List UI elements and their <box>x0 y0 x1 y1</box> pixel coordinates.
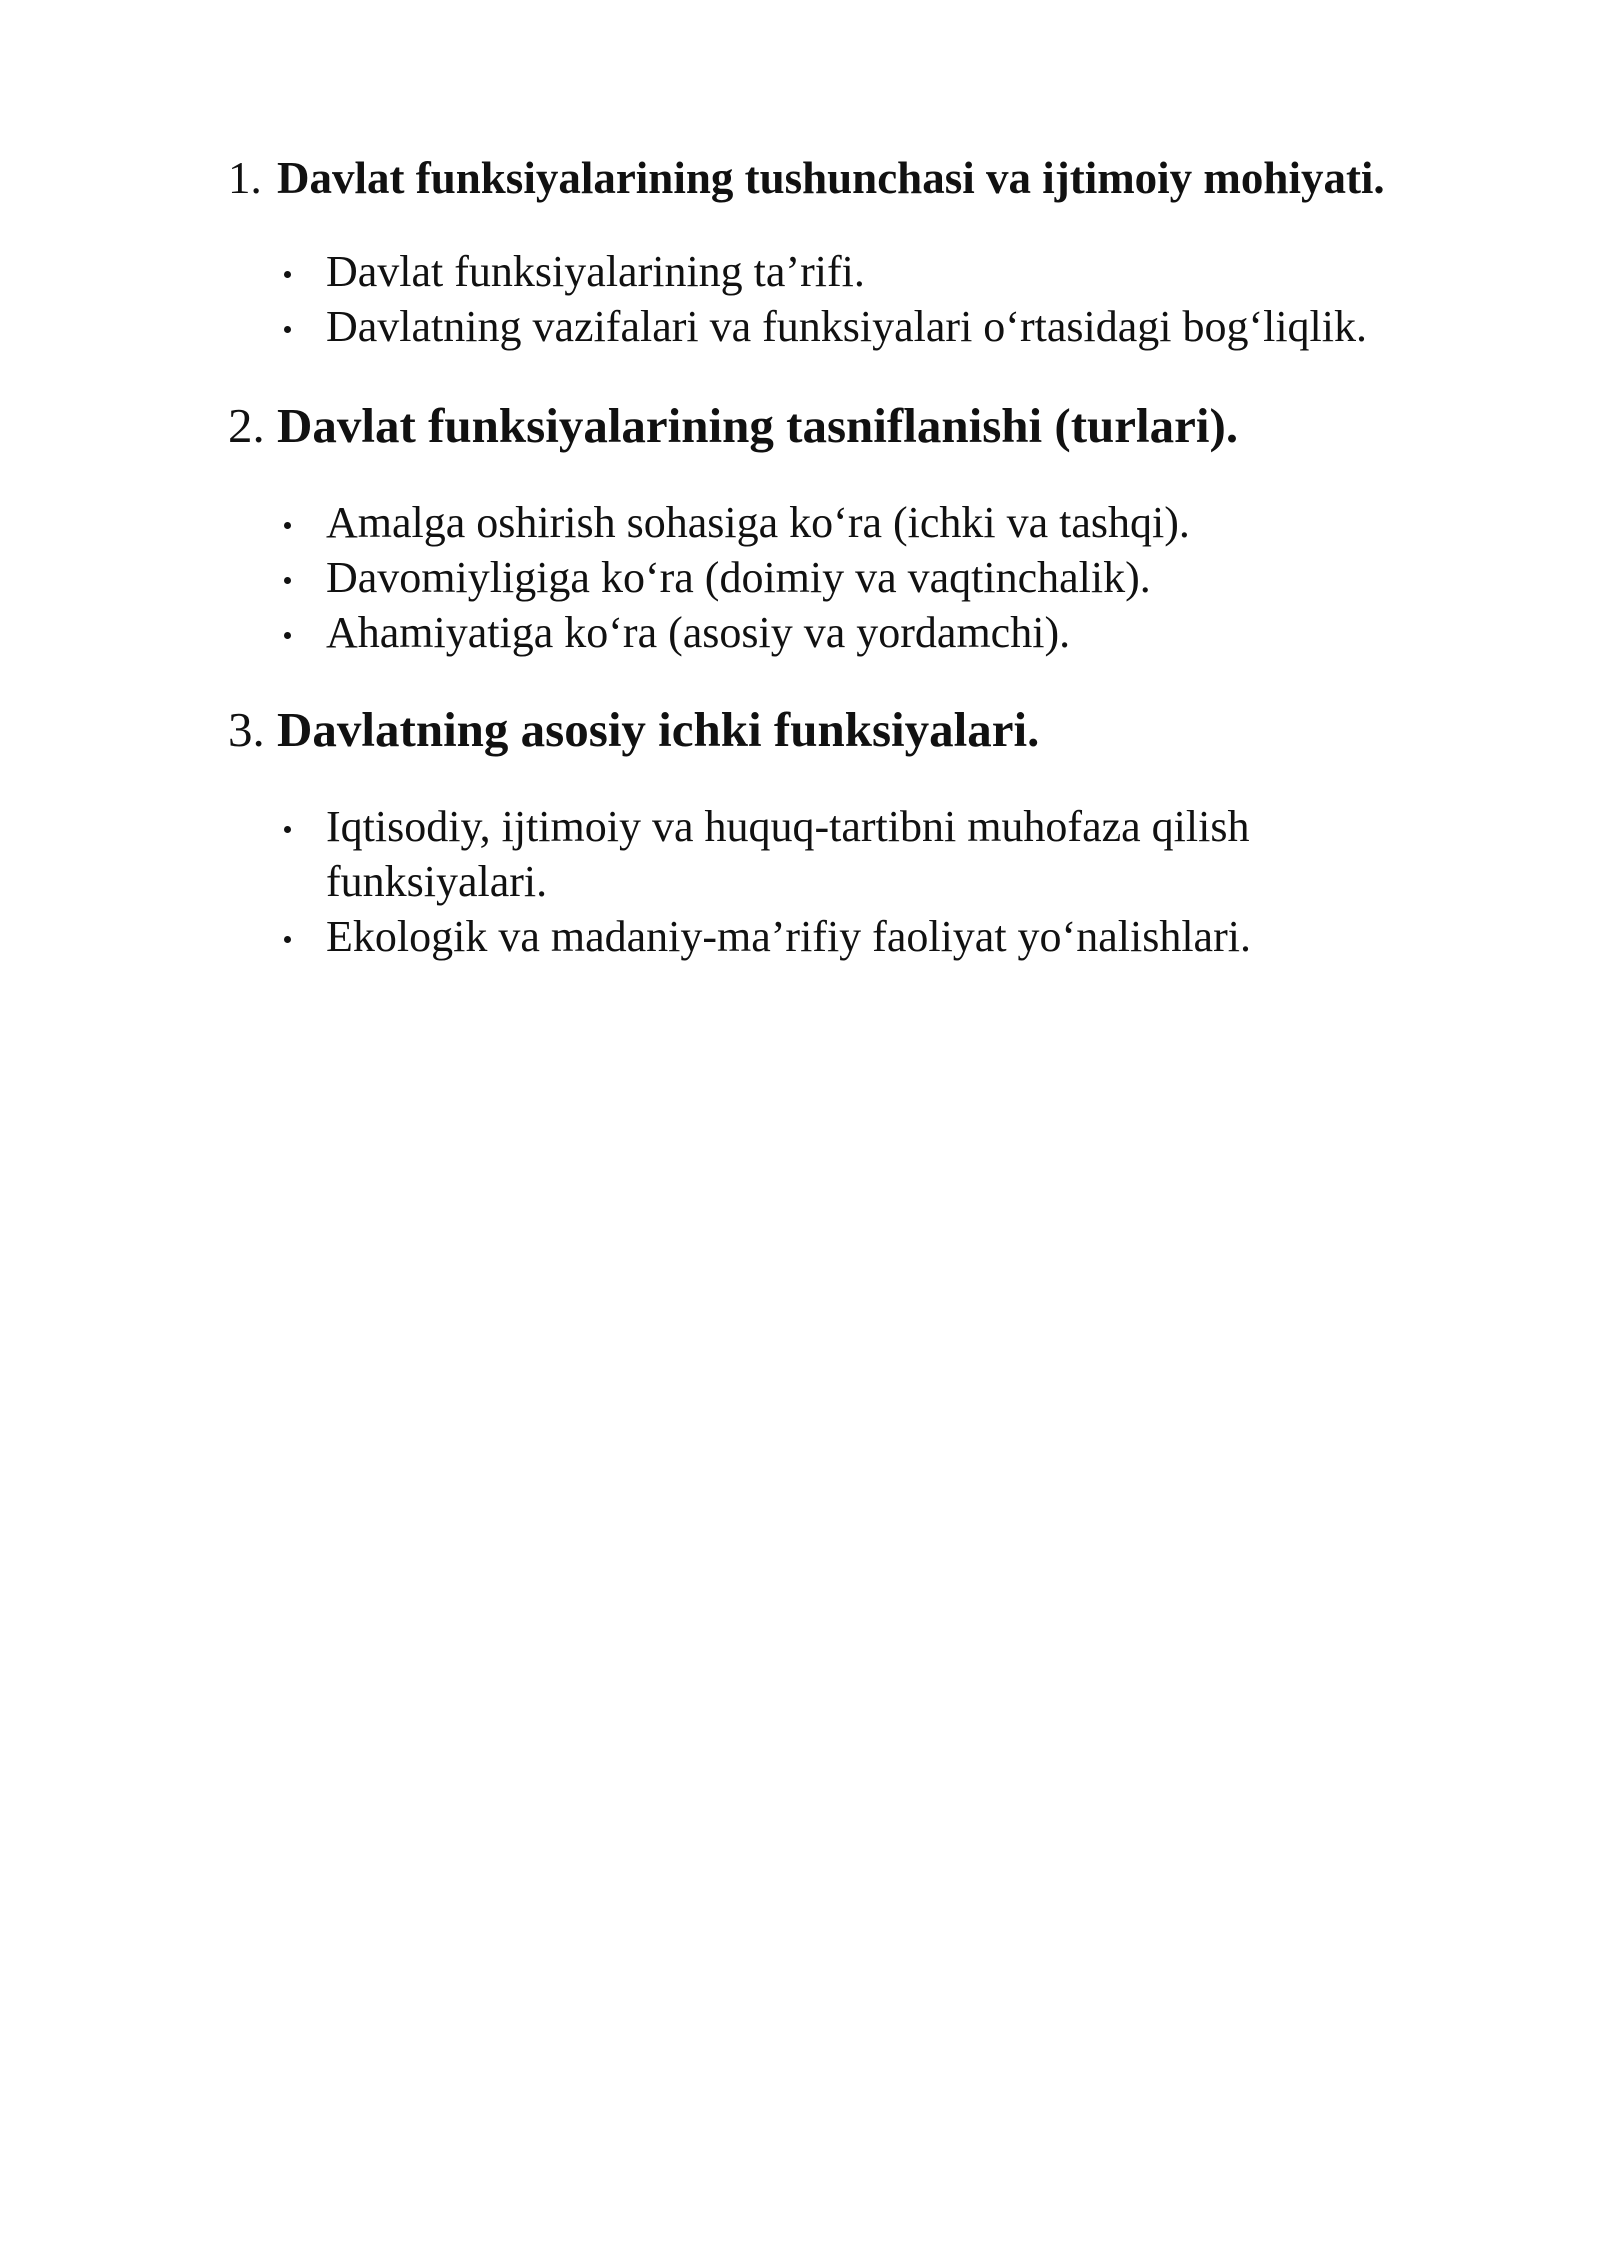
section-number: 1. <box>228 153 262 203</box>
section-title: Davlat funksiyalarining tasniflanishi (turlari). <box>277 398 1239 453</box>
section-number: 2. <box>228 398 265 453</box>
bullet-icon <box>284 632 291 639</box>
section-number: 3. <box>228 702 265 757</box>
section-heading <box>228 702 1508 758</box>
list-item-text: Davomiyligiga ko‘ra (doimiy va vaqtinchalik). <box>326 553 1151 603</box>
bullet-list <box>228 799 1508 964</box>
section-title: Davlatning asosiy ichki funksiyalari. <box>277 702 1040 757</box>
bullet-icon <box>284 271 291 278</box>
list-item <box>228 550 1468 605</box>
list-item-text: Ahamiyatiga ko‘ra (asosiy va yordamchi). <box>326 608 1071 658</box>
bullet-list <box>228 244 1508 354</box>
list-item <box>228 244 1468 299</box>
section-title: Davlat funksiyalarining tushunchasi va ijtimoiy mohiyati. <box>277 153 1385 203</box>
bullet-icon <box>284 577 291 584</box>
section-3 <box>228 702 1508 964</box>
bullet-icon <box>284 826 291 833</box>
section-heading <box>228 398 1508 454</box>
bullet-list <box>228 495 1508 660</box>
list-item <box>228 299 1468 354</box>
bullet-icon <box>284 326 291 333</box>
list-item <box>228 605 1468 660</box>
list-item-text: Davlatning vazifalari va funksiyalari o‘rtasidagi bog‘liqlik. <box>326 301 1368 351</box>
list-item <box>228 799 1408 909</box>
list-item-text: Iqtisodiy, ijtimoiy va huquq-tartibni muhofaza qilish funksiyalari. <box>326 802 1250 907</box>
section-2 <box>228 398 1508 660</box>
bullet-icon <box>284 936 291 943</box>
bullet-icon <box>284 522 291 529</box>
section-heading <box>228 153 1508 205</box>
list-item <box>228 909 1468 964</box>
list-item-text: Davlat funksiyalarining ta’rifi. <box>326 246 865 296</box>
list-item-text: Ekologik va madaniy-ma’rifiy faoliyat yo‘nalishlari. <box>326 912 1251 962</box>
list-item <box>228 495 1468 550</box>
list-item-text: Amalga oshirish sohasiga ko‘ra (ichki va tashqi). <box>326 498 1190 548</box>
section-1 <box>228 153 1508 354</box>
